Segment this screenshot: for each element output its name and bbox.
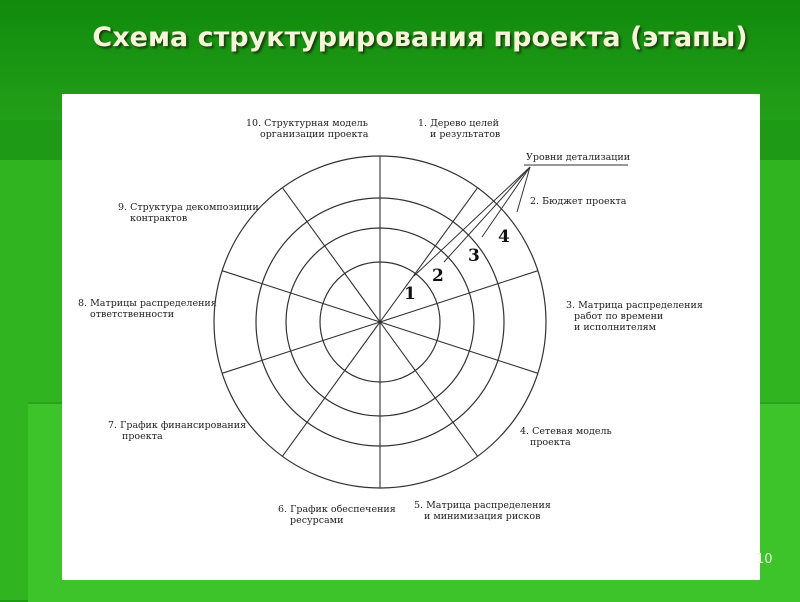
- segment-label-7: 7. График финансирования проекта: [108, 420, 247, 442]
- segment-label-1: 1. Дерево целей и результатов: [418, 118, 501, 140]
- segment-label-8: 8. Матрицы распределения ответственности: [78, 298, 217, 320]
- segment-label-10: 10. Структурная модель организации проекта: [246, 118, 369, 140]
- sector-spokes: [222, 156, 538, 488]
- level-label-3: 3: [468, 246, 480, 266]
- segment-label-2: 2. Бюджет проекта: [530, 196, 627, 207]
- pointer-line-2: [444, 167, 530, 262]
- levels-caption: Уровни детализации: [526, 152, 631, 163]
- slide-number: 10: [756, 552, 773, 567]
- segment-label-4: 4. Сетевая модель проекта: [520, 426, 612, 448]
- spoke-9: [222, 271, 380, 322]
- level-label-4: 4: [498, 227, 510, 247]
- spoke-8: [222, 322, 380, 373]
- diagram-panel: [62, 94, 760, 580]
- segment-label-6: 6. График обеспечения ресурсами: [278, 504, 396, 526]
- level-pointer-lines: [414, 165, 628, 276]
- level-label-2: 2: [432, 266, 444, 286]
- level-label-1: 1: [404, 284, 416, 304]
- spoke-4: [380, 322, 538, 373]
- segment-label-3: 3. Матрица распределения работ по времени и исполнителям: [566, 300, 703, 333]
- slide-title: Схема структурирования проекта (этапы): [92, 22, 748, 53]
- segment-label-9: 9. Структура декомпозиции контрактов: [118, 202, 259, 224]
- segment-label-5: 5. Матрица распределения и минимизация рисков: [414, 500, 551, 522]
- radial-diagram: [62, 94, 760, 580]
